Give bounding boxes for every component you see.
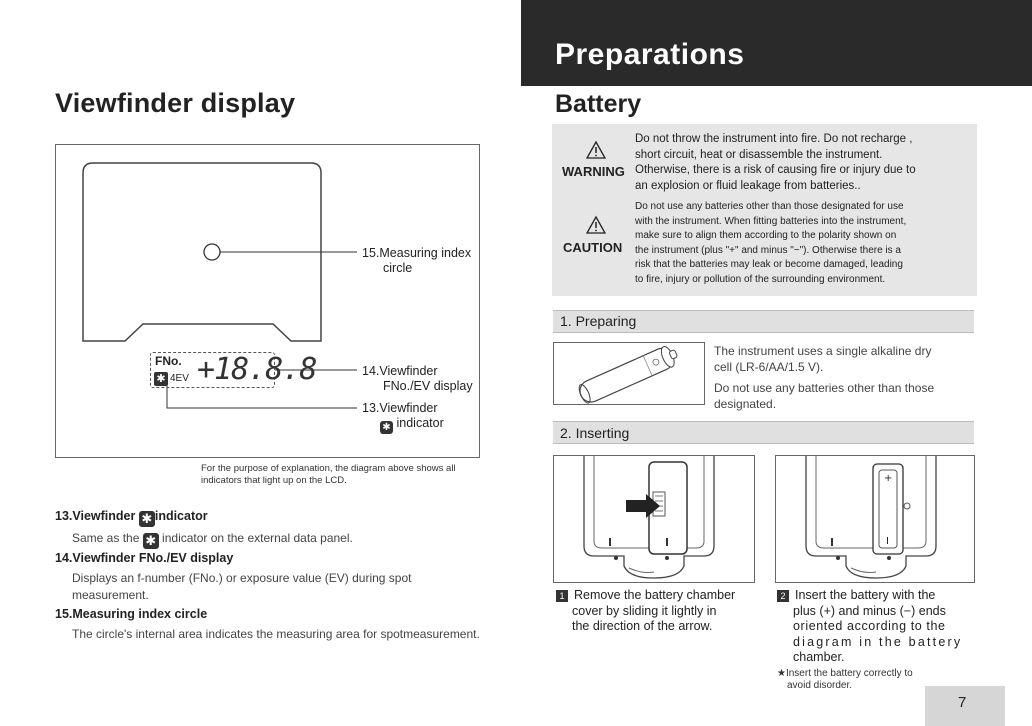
item-15-body: The circle's internal area indicates the measuring area for spotmeasurement. (72, 627, 480, 641)
item-14-body-line1: Displays an f-number (FNo.) or exposure value (EV) during spot (72, 571, 412, 585)
star-note (777, 668, 913, 692)
callout-13-line1: 13.Viewfinder (362, 401, 438, 415)
callout-13-label: indicator (396, 416, 444, 430)
lcd-star-icon: ✱ (154, 372, 168, 386)
callout-15-line1: 15.Measuring index (362, 246, 472, 260)
battery-picture (553, 342, 705, 405)
caution-triangle-icon (585, 215, 607, 235)
caution-label: CAUTION (563, 240, 623, 255)
step-1-line: the direction of the arrow. (572, 619, 713, 633)
step-1-text (556, 588, 735, 635)
caution-line: to fire, injury or pollution of the surrounding environment. (635, 273, 886, 285)
page-title-battery: Battery (555, 90, 642, 118)
lcd-fno-label: FNo. (155, 354, 182, 368)
warning-line: an explosion or fluid leakage from batteries.. (635, 179, 861, 192)
star-indicator-icon: ✱ (139, 511, 155, 527)
page-number: 7 (958, 694, 967, 711)
remove-cover-picture (553, 455, 755, 583)
lcd-digits: +18.8.8 (197, 352, 317, 387)
aa-battery-illustration (554, 343, 704, 404)
star-indicator-icon: ✱ (380, 421, 393, 434)
step-1-line: cover by sliding it lightly in (572, 603, 717, 618)
warning-label: WARNING (562, 164, 625, 179)
item-14-heading: 14.Viewfinder FNo./EV display (55, 551, 234, 565)
lcd-ev-label: 4EV (170, 373, 189, 384)
item-13-body (72, 530, 353, 549)
preparing-line: designated. (714, 397, 777, 411)
item-13-heading-pre: 13.Viewfinder (55, 509, 139, 523)
step-2-line: plus (+) and minus (−) ends (793, 603, 946, 618)
callout-13-line2 (380, 416, 444, 434)
preparing-line: Do not use any batteries other than those (714, 381, 935, 395)
plus-symbol: + (884, 473, 893, 484)
page-title-viewfinder: Viewfinder display (55, 88, 296, 118)
section-header-title: Preparations (555, 38, 745, 71)
step-2-text (777, 588, 962, 666)
diagram-note: For the purpose of explanation, the diagram above shows all indicators that light up on the LCD. (201, 463, 456, 486)
star-note-line: avoid disorder. (787, 680, 853, 691)
item-15-heading: 15.Measuring index circle (55, 607, 208, 621)
item-13-heading-post: indicator (154, 509, 208, 523)
caution-line: Do not use any batteries other than those designated for use (635, 201, 904, 212)
section-1-label: 1. Preparing (560, 313, 637, 329)
remove-cover-illustration (554, 456, 754, 582)
warning-line: Otherwise, there is a risk of causing fire or injury due to (635, 164, 916, 176)
item-13-body-pre: Same as the (72, 531, 143, 545)
caution-line: risk that the batteries may leak or become damaged, leading (635, 259, 903, 270)
lcd-display (150, 352, 317, 388)
warning-text (635, 132, 916, 194)
callout-15-line2: circle (383, 261, 413, 275)
step-2-line: diagram in the battery (793, 634, 963, 649)
section-2-label: 2. Inserting (560, 425, 630, 441)
callout-14-line2: FNo./EV display (383, 379, 473, 393)
warning-triangle-icon (585, 140, 607, 160)
preparing-text (714, 343, 934, 412)
preparing-line: The instrument uses a single alkaline dry (714, 344, 932, 358)
item-14-body-line2: measurement. (72, 588, 149, 602)
step-2-line: Insert the battery with the (795, 588, 936, 602)
warning-line: short circuit, heat or disassemble the instrument. (635, 148, 883, 161)
caution-line: with the instrument. When fitting batteries into the instrument, (635, 215, 907, 227)
preparing-line: cell (LR-6/AA/1.5 V). (714, 360, 824, 374)
insert-battery-illustration (776, 456, 974, 582)
caution-line: make sure to align them according to the polarity shown on (635, 230, 897, 241)
step-2-line: oriented according to the (793, 619, 946, 633)
item-13-heading (55, 509, 208, 527)
step-1-number: 1 (556, 590, 568, 602)
caution-text (635, 200, 906, 287)
warning-line: Do not throw the instrument into fire. Do not recharge , (635, 133, 913, 145)
step-2-number: 2 (777, 590, 789, 602)
minus-symbol: I (886, 536, 889, 547)
item-13-body-post: indicator on the external data panel. (158, 531, 353, 545)
step-2-line: chamber. (793, 650, 845, 664)
star-note-line: ★Insert the battery correctly to (777, 668, 913, 679)
caution-line: the instrument (plus "+" and minus "−"). Otherwise there is a (635, 244, 901, 256)
insert-battery-picture (775, 455, 975, 583)
star-indicator-icon: ✱ (143, 533, 159, 549)
step-1-line: Remove the battery chamber (574, 588, 736, 602)
callout-14-line1: 14.Viewfinder (362, 364, 438, 378)
